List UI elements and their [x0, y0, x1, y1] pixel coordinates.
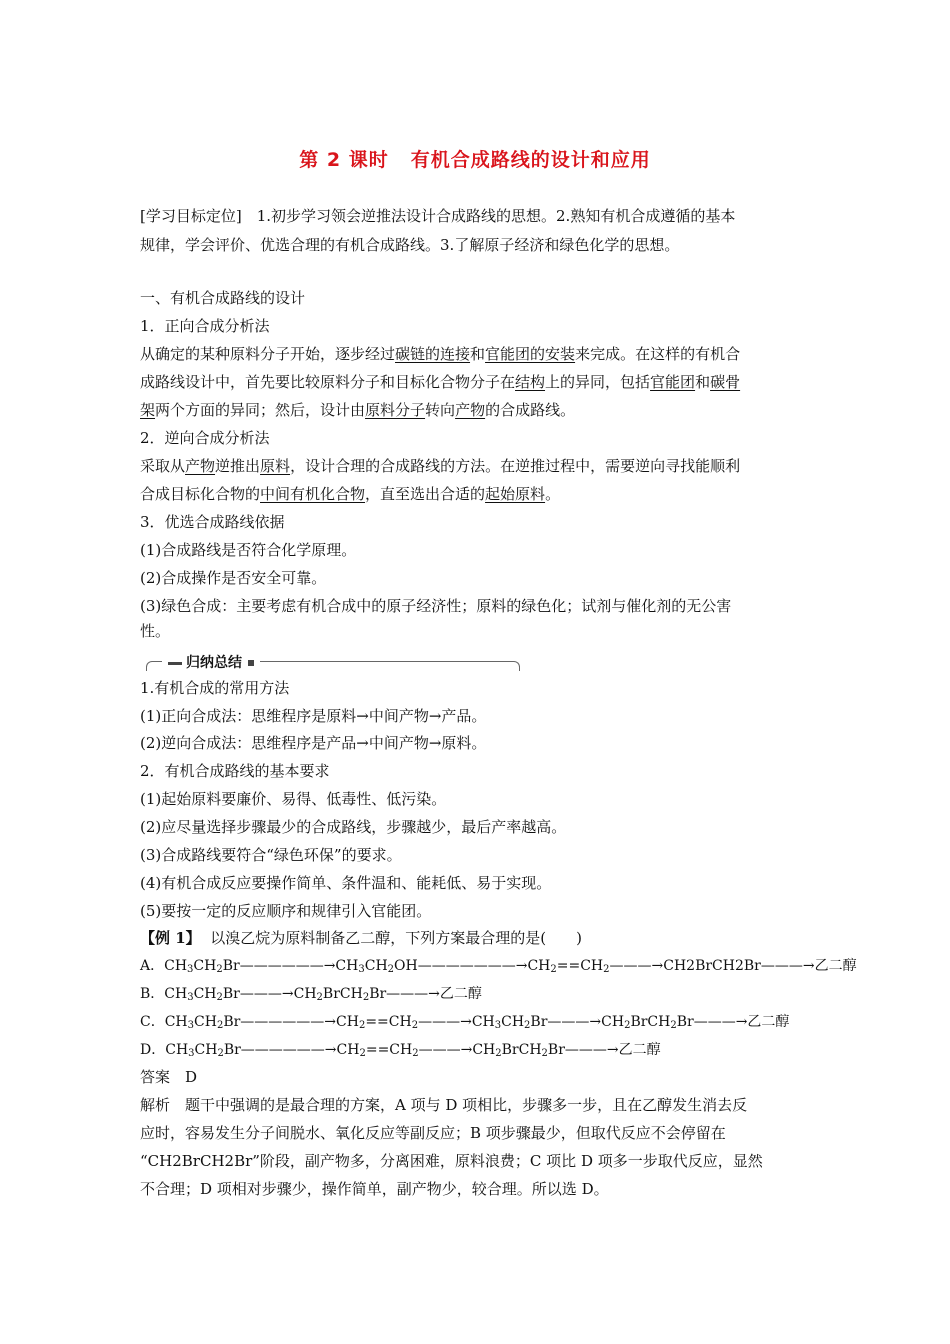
- option-letter: B．: [140, 986, 165, 1002]
- subheading-reverse: 2．逆向合成分析法: [140, 429, 270, 447]
- subscript: 2: [358, 1020, 366, 1031]
- page-title: [0, 145, 950, 172]
- formula-part: BrCH: [322, 986, 363, 1002]
- summary-line: (2)逆向合成法：思维程序是产品→中间产物→原料。: [140, 734, 487, 752]
- text: 成路线设计中，首先要比较原料分子和目标化合物分子在: [140, 373, 516, 391]
- summary-line: 1.有机合成的常用方法: [140, 679, 290, 697]
- summary-line: 2．有机合成路线的基本要求: [140, 762, 330, 780]
- paragraph-line: [140, 344, 740, 364]
- question-text: 以溴乙烷为原料制备乙二醇，下列方案最合理的是( ): [210, 929, 582, 947]
- subscript: 3: [494, 1020, 502, 1031]
- square-icon: [248, 660, 254, 666]
- analysis-line: “CH2BrCH2Br”阶段，副产物多，分离困难，原料浪费；C 项比 D 项多一步取代反应，显然: [140, 1152, 763, 1170]
- paragraph-line: [140, 456, 740, 476]
- analysis-line: 解析 题干中强调的是最合理的方案，A 项与 D 项相比，步骤多一步，且在乙醇发生消去反: [140, 1096, 748, 1114]
- text: 。: [545, 485, 561, 503]
- text: ，设计合理的合成路线的方法。在逆推过程中，需要逆向寻找能顺利: [290, 457, 741, 475]
- text: 两个方面的异同；然后，设计由: [155, 401, 366, 419]
- text: 和: [695, 373, 711, 391]
- paragraph-line: [140, 372, 740, 392]
- subscript: 3: [187, 1020, 195, 1031]
- subscript: 2: [412, 1048, 419, 1059]
- formula-part: Br——————→CH: [222, 958, 359, 974]
- text: 转向: [425, 401, 456, 419]
- underlined-answer: 碳骨: [710, 373, 741, 391]
- subscript: 2: [316, 992, 323, 1003]
- formula-part: CH: [165, 1042, 189, 1058]
- formula-part: CH: [194, 1042, 218, 1058]
- objectives-line-2: 规律，学会评价、优选合理的有机合成路线。3.了解原子经济和绿色化学的思想。: [140, 236, 680, 254]
- option-letter: D．: [140, 1042, 166, 1058]
- formula-part: CH: [501, 1014, 525, 1030]
- subscript: 2: [216, 1020, 224, 1031]
- underlined-answer: 原料: [260, 457, 291, 475]
- text: 从确定的某种原料分子开始，逐步经过: [140, 345, 396, 363]
- formula-part: Br——————→CH: [223, 1042, 360, 1058]
- analysis-line: 应时，容易发生分子间脱水、氧化反应等副反应；B 项步骤最少，但取代反应不会停留在: [140, 1124, 726, 1142]
- underlined-answer: 产物: [455, 401, 486, 419]
- formula-part: ==CH: [365, 1042, 413, 1058]
- formula-part: CH: [164, 986, 188, 1002]
- summary-line: (1)起始原料要廉价、易得、低毒性、低污染。: [140, 790, 447, 808]
- subscript: 2: [411, 1020, 419, 1031]
- list-item: (2)合成操作是否安全可靠。: [140, 569, 327, 587]
- underlined-answer: 中间有机化合物: [260, 485, 366, 503]
- text: 的合成路线。: [485, 401, 576, 419]
- paragraph-line: [140, 400, 575, 420]
- option-letter: A．: [140, 958, 165, 974]
- underlined-answer: 碳链的连接: [395, 345, 471, 363]
- text: ，直至选出合适的: [365, 485, 486, 503]
- objectives-line-1: [学习目标定位] 1.初步学习领会逆推法设计合成路线的思想。2.熟知有机合成遵循的基本: [140, 207, 736, 225]
- subscript: 2: [216, 964, 223, 975]
- summary-line: (2)应尽量选择步骤最少的合成路线，步骤越少，最后产率越高。: [140, 818, 567, 836]
- subscript: 2: [359, 1048, 366, 1059]
- summary-line: (1)正向合成法：思维程序是原料→中间产物→产品。: [140, 707, 487, 725]
- subscript: 2: [670, 1020, 677, 1031]
- formula-part: OH———————→CH: [394, 958, 551, 974]
- formula-part: Br——————→CH: [223, 1014, 359, 1030]
- lesson-number: 第 2 课时: [299, 149, 389, 171]
- formula-part: Br———→乙二醇: [676, 1014, 790, 1030]
- dash-icon: [168, 662, 182, 665]
- subscript: 2: [362, 992, 370, 1003]
- underlined-answer: 起始原料: [485, 485, 546, 503]
- summary-line: (3)合成路线要符合“绿色环保”的要求。: [140, 846, 402, 864]
- example-question: [140, 928, 582, 948]
- text: 和: [470, 345, 486, 363]
- subscript: 2: [216, 992, 223, 1003]
- subscript: 3: [187, 992, 194, 1003]
- formula-part: CH: [194, 1014, 217, 1030]
- subscript: 2: [603, 964, 610, 975]
- subscript: 2: [624, 1020, 631, 1031]
- subscript: 2: [495, 1048, 502, 1059]
- subheading-forward: 1．正向合成分析法: [140, 317, 270, 335]
- lesson-title: 有机合成路线的设计和应用: [410, 149, 651, 171]
- section-heading: 一、有机合成路线的设计: [140, 289, 306, 307]
- analysis-line: 不合理；D 项相对步骤少，操作简单，副产物少，较合理。所以选 D。: [140, 1180, 609, 1198]
- formula-part: CH: [164, 1014, 188, 1030]
- list-item: (3)绿色合成：主要考虑有机合成中的原子经济性；原料的绿色化；试剂与催化剂的无公害: [140, 597, 732, 615]
- summary-label: [162, 652, 260, 672]
- formula-part: Br———→乙二醇: [369, 986, 482, 1002]
- underlined-answer: 架: [140, 401, 156, 419]
- subscript: 2: [217, 1048, 224, 1059]
- formula-part: ==CH: [556, 958, 604, 974]
- option-c: [140, 1012, 789, 1036]
- summary-label-text: 归纳总结: [186, 655, 242, 671]
- formula-part: ==CH: [365, 1014, 412, 1030]
- subscript: 3: [188, 1048, 195, 1059]
- text: 逆推出: [215, 457, 261, 475]
- subscript: 2: [524, 1020, 531, 1031]
- subscript: 3: [358, 964, 365, 975]
- formula-part: CH: [364, 958, 388, 974]
- subscript: 2: [550, 964, 557, 975]
- paragraph-line: [140, 484, 560, 504]
- text: 合成目标化合物的: [140, 485, 261, 503]
- formula-part: ———→CH2BrCH2Br———→乙二醇: [609, 958, 857, 974]
- example-tag: 【例 1】: [140, 929, 201, 947]
- formula-part: CH: [193, 958, 217, 974]
- formula-part: BrCH: [501, 1042, 542, 1058]
- text: 上的异同，包括: [545, 373, 651, 391]
- summary-line: (4)有机合成反应要操作简单、条件温和、能耗低、易于实现。: [140, 874, 552, 892]
- summary-line: (5)要按一定的反应顺序和规律引入官能团。: [140, 902, 432, 920]
- underlined-answer: 结构: [515, 373, 546, 391]
- formula-part: CH: [164, 958, 188, 974]
- option-d: [140, 1040, 661, 1064]
- subscript: 2: [387, 964, 395, 975]
- option-a: [140, 956, 857, 980]
- list-item: (1)合成路线是否符合化学原理。: [140, 541, 357, 559]
- subscript: 2: [541, 1048, 548, 1059]
- formula-part: ———→CH: [418, 1042, 496, 1058]
- option-b: [140, 984, 482, 1008]
- formula-part: ———→CH: [418, 1014, 495, 1030]
- underlined-answer: 官能团: [650, 373, 696, 391]
- formula-part: Br———→CH: [530, 1014, 625, 1030]
- text: 采取从: [140, 457, 186, 475]
- answer-line: 答案 D: [140, 1068, 198, 1086]
- formula-part: CH: [193, 986, 217, 1002]
- option-letter: C．: [140, 1014, 165, 1030]
- formula-part: BrCH: [630, 1014, 671, 1030]
- underlined-answer: 原料分子: [365, 401, 426, 419]
- underlined-answer: 产物: [185, 457, 216, 475]
- subscript: 3: [187, 964, 194, 975]
- formula-part: Br———→CH: [222, 986, 317, 1002]
- underlined-answer: 官能团的安装: [485, 345, 576, 363]
- formula-part: Br———→乙二醇: [547, 1042, 661, 1058]
- list-item: 性。: [140, 622, 171, 640]
- subheading-basis: 3．优选合成路线依据: [140, 513, 285, 531]
- text: 来完成。在这样的有机合: [575, 345, 741, 363]
- summary-box-header: [140, 656, 520, 670]
